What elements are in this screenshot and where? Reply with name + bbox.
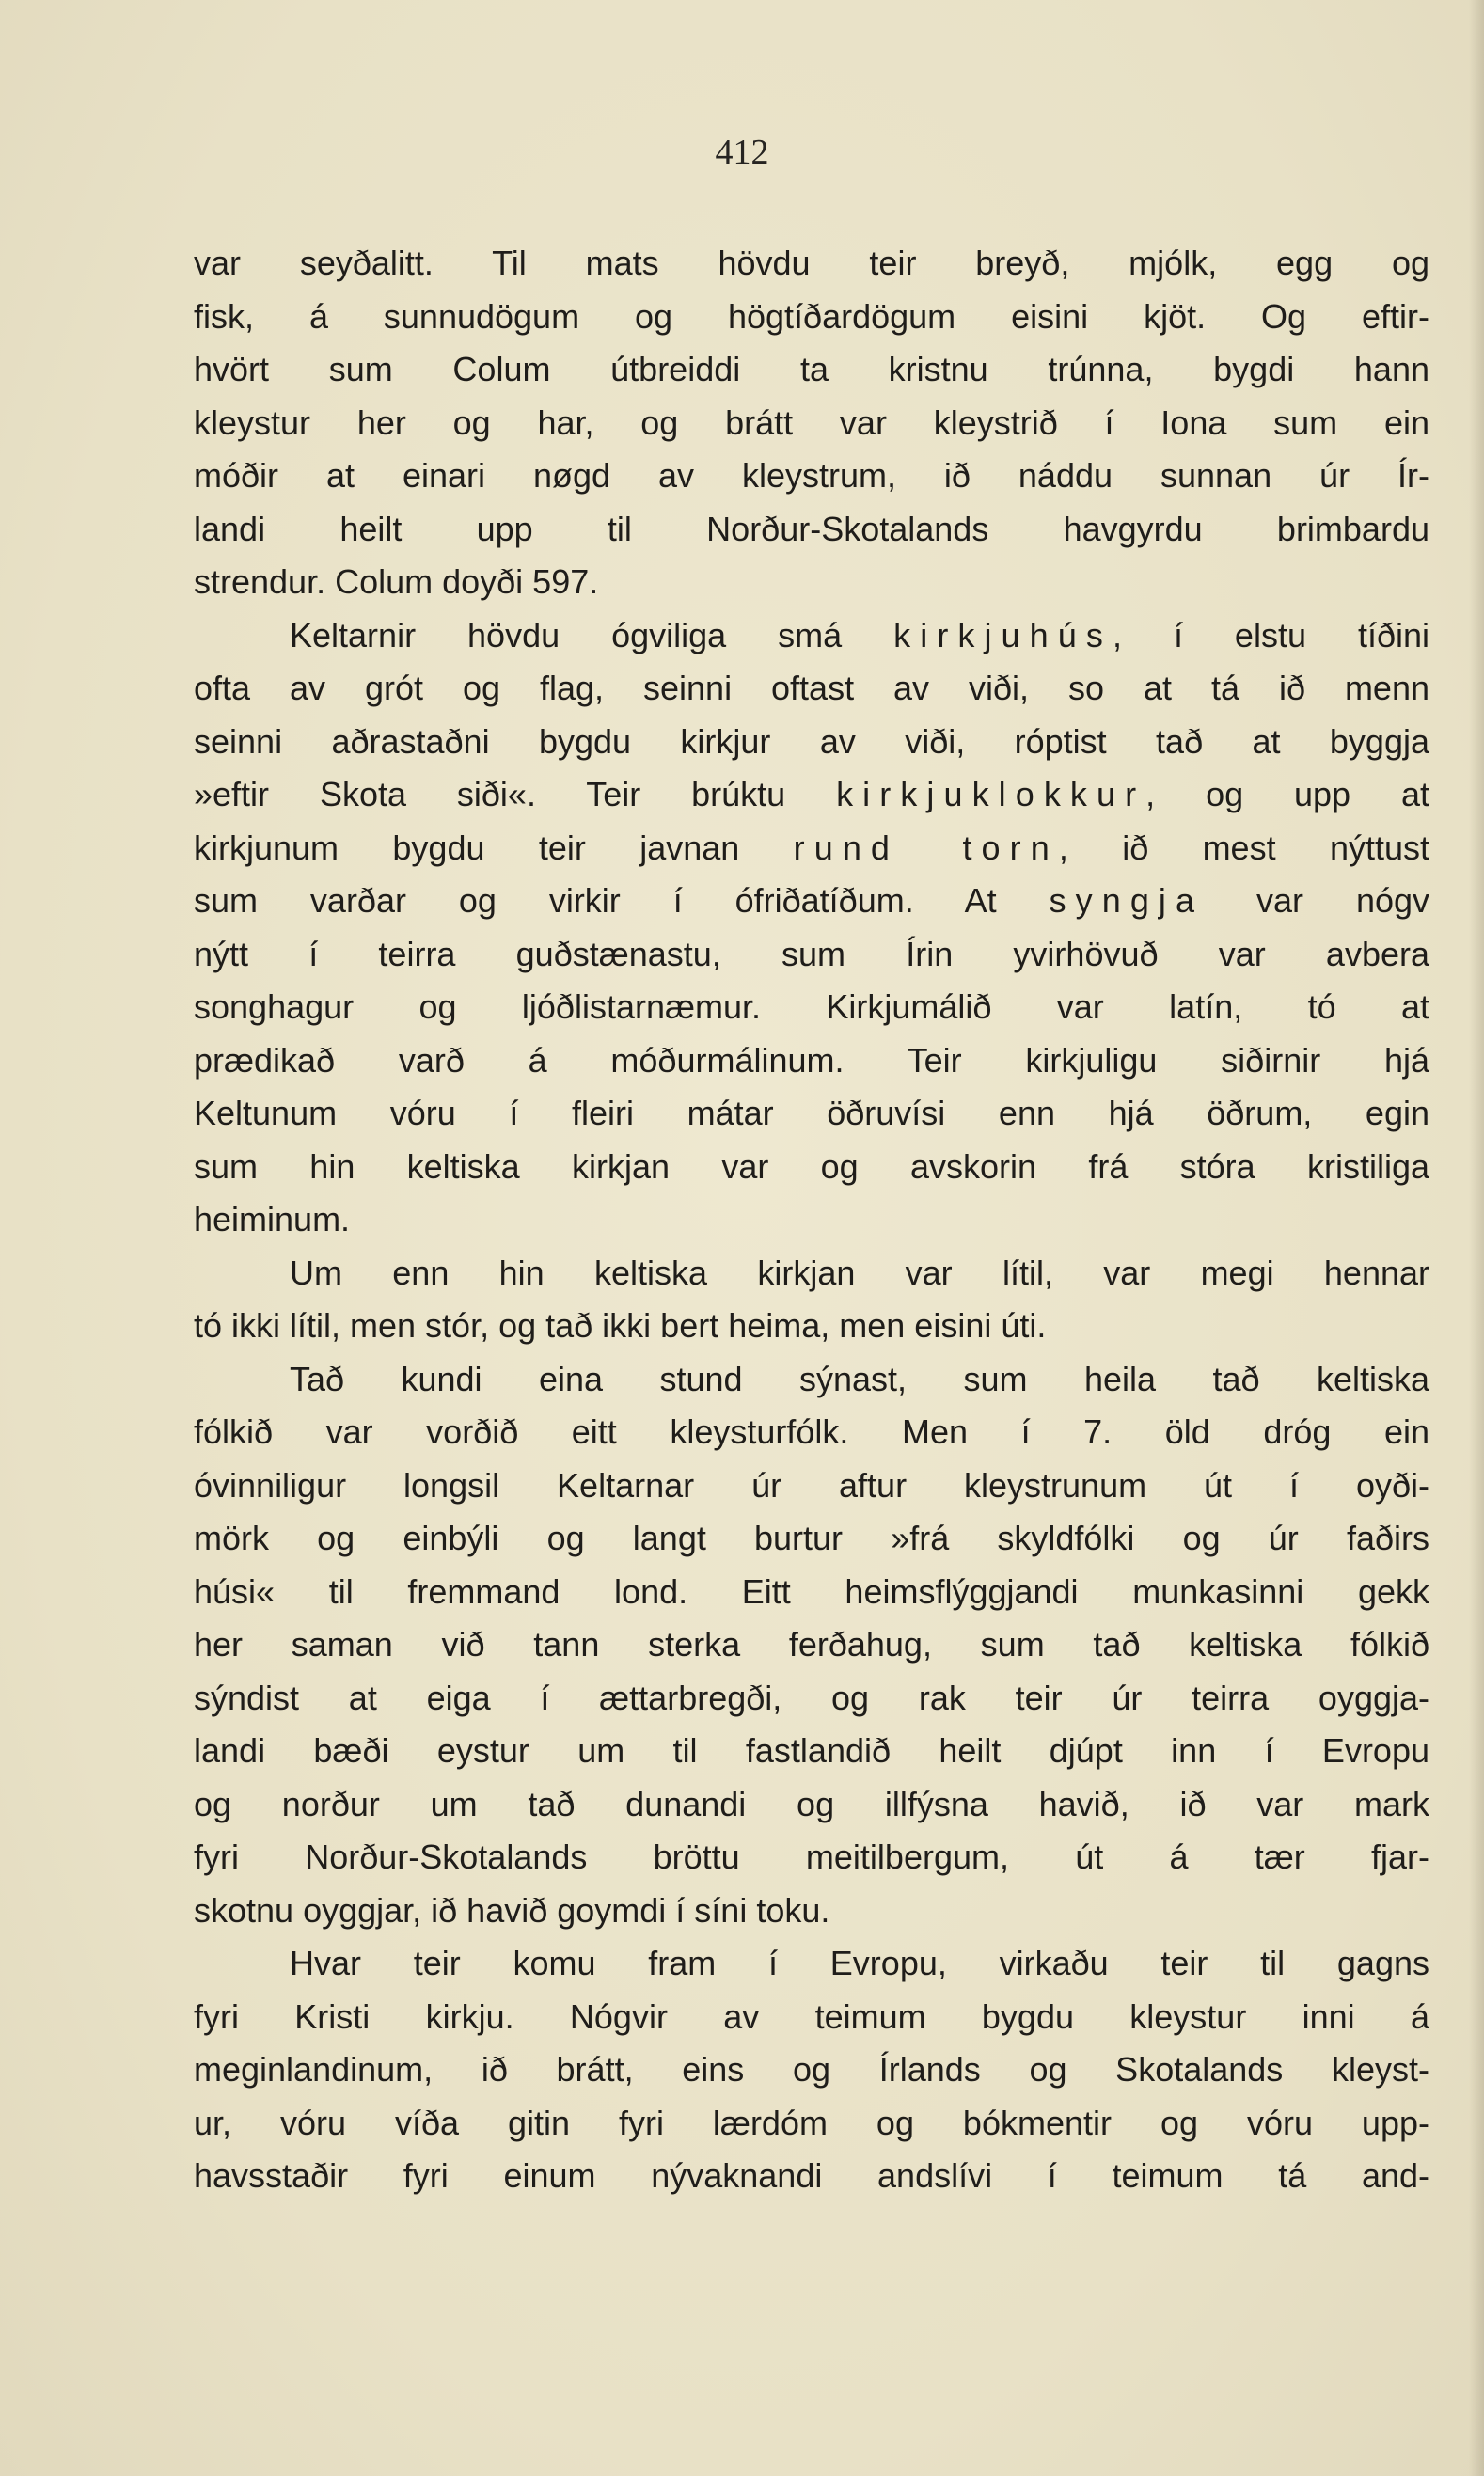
text-line [194,1459,1429,1513]
text-line [194,1672,1429,1726]
text-line [194,1300,1429,1353]
text-segment: fisk, á sunnudögum og högtíðardögum eisini kjöt. Og eftir- [194,296,1429,336]
text-segment: óvinniligur longsil Keltarnar úr aftur kleystrunum út í oyði- [194,1465,1429,1505]
text-segment: ofta av grót og flag, seinni oftast av viði, so at tá ið menn [194,669,1429,707]
text-segment: prædikað varð á móðurmálinum. Teir kirkjuligu siðirnir hjá [194,1040,1429,1080]
text-line [194,1353,1429,1407]
text-line [194,1406,1429,1459]
text-segment: , í elstu tíðini [1112,615,1429,654]
text-line [194,1725,1429,1778]
text-segment: kirkjunum bygdu teir javnan [194,828,794,867]
text-line [194,556,1429,609]
text-line [194,981,1429,1034]
text-segment: her saman við tann sterka ferðahug, sum tað keltiska fólkið [194,1625,1429,1664]
text-segment: ur, vóru víða gitin fyri lærdóm og bókmentir og vóru upp- [194,2103,1429,2142]
text-line [194,449,1429,503]
text-segment: seinni aðrastaðni bygdu kirkjur av viði, róptist tað at byggja [194,721,1429,761]
body-text [194,237,1429,2203]
text-line [194,1034,1429,1088]
text-segment: Keltarnir hövdu ógviliga smá [290,615,894,654]
text-segment: fólkið var vorðið eitt kleysturfólk. Men í 7. öld dróg ein [194,1412,1429,1451]
text-segment: fyri Norður-Skotalands bröttu meitilbergum, út á tær fjar- [194,1837,1429,1876]
text-segment: heiminum. [194,1200,351,1238]
text-segment: kleystur her og har, og brátt var kleystrið í Iona sum ein [194,402,1429,442]
text-segment: nýtt í teirra guðstænastu, sum Írin yvirhövuð var avbera [194,934,1429,973]
spaced-emphasis-text: kirkjuklokkur [836,775,1146,813]
text-segment: fyri Kristi kirkju. Nógvir av teimum bygdu kleystur inni á [194,1996,1429,2036]
text-line [194,662,1429,716]
text-line [194,1087,1429,1141]
text-line [194,1141,1429,1194]
text-line [194,503,1429,557]
text-segment: var nógv [1204,881,1430,920]
text-segment: mörk og einbýli og langt burtur »frá skyldfólki og úr faðirs [194,1519,1429,1557]
text-line [194,875,1429,928]
page-edge-shadow [1469,0,1484,2476]
text-line [194,1247,1429,1301]
text-segment: sum hin keltiska kirkjan var og avskorin frá stóra kristiliga [194,1146,1429,1186]
text-segment: Um enn hin keltiska kirkjan var lítil, var megi hennar [290,1253,1429,1292]
text-segment: strendur. Colum doyði 597. [194,562,599,601]
text-line [194,291,1429,344]
text-segment: var seyðalitt. Til mats hövdu teir breyð, mjólk, egg og [194,244,1429,282]
text-line [194,1618,1429,1672]
text-segment: hvört sum Colum útbreiddi ta kristnu trúnna, bygdi hann [194,350,1429,388]
text-line [194,343,1429,397]
text-line [194,1885,1429,1938]
text-segment: skotnu oyggjar, ið havið goymdi í síni toku. [194,1890,830,1930]
text-segment: og norður um tað dunandi og illfýsna havið, ið var mark [194,1784,1429,1823]
text-segment: , og upp at [1145,775,1430,813]
text-segment: »eftir Skota siði«. Teir brúktu [194,775,837,813]
text-line [194,1566,1429,1619]
text-segment: meginlandinum, ið brátt, eins og Írlands og Skotalands kleyst- [194,2050,1429,2089]
text-segment: tó ikki lítil, men stór, og tað ikki bert heima, men eisini úti. [194,1306,1047,1345]
text-segment: Keltunum vóru í fleiri mátar öðruvísi enn hjá öðrum, egin [194,1094,1429,1132]
text-line [194,1991,1429,2044]
spaced-emphasis-text: rund torn [793,828,1059,867]
text-segment: Hvar teir komu fram í Evropu, virkaðu teir til gagns [290,1944,1429,1982]
text-line [194,2150,1429,2203]
text-segment: songhagur og ljóðlistarnæmur. Kirkjumálið var latín, tó at [194,987,1429,1026]
text-line [194,1831,1429,1885]
text-segment: landi bæði eystur um til fastlandið heilt djúpt inn í Evropu [194,1731,1429,1770]
text-line [194,768,1429,822]
text-segment: Tað kundi eina stund sýnast, sum heila tað keltiska [290,1359,1429,1398]
text-segment: sýndist at eiga í ættarbregði, og rak teir úr teirra oyggja- [194,1678,1429,1717]
text-line [194,609,1429,663]
text-line [194,928,1429,982]
text-line [194,1937,1429,1991]
text-line [194,1778,1429,1832]
text-line [194,397,1429,450]
text-line [194,1512,1429,1566]
text-line [194,822,1429,875]
text-line [194,1193,1429,1247]
spaced-emphasis-text: kirkjuhús [893,615,1113,654]
text-line [194,237,1429,291]
text-segment: havsstaðir fyri einum nývaknandi andslívi í teimum tá and- [194,2156,1429,2195]
spaced-emphasis-text: syngja [1049,881,1205,920]
text-line [194,2043,1429,2097]
text-segment: húsi« til fremmand lond. Eitt heimsflýggjandi munkasinni gekk [194,1571,1429,1611]
text-segment: móðir at einari nøgd av kleystrum, ið náddu sunnan úr Ír- [194,456,1429,495]
text-segment: sum varðar og virkir í ófriðatíðum. At [194,881,1050,920]
text-line [194,716,1429,769]
text-segment: landi heilt upp til Norður-Skotalands havgyrdu brimbardu [194,509,1429,548]
page-number: 412 [715,133,769,172]
text-segment: , ið mest nýttust [1058,828,1429,867]
text-line [194,2097,1429,2151]
